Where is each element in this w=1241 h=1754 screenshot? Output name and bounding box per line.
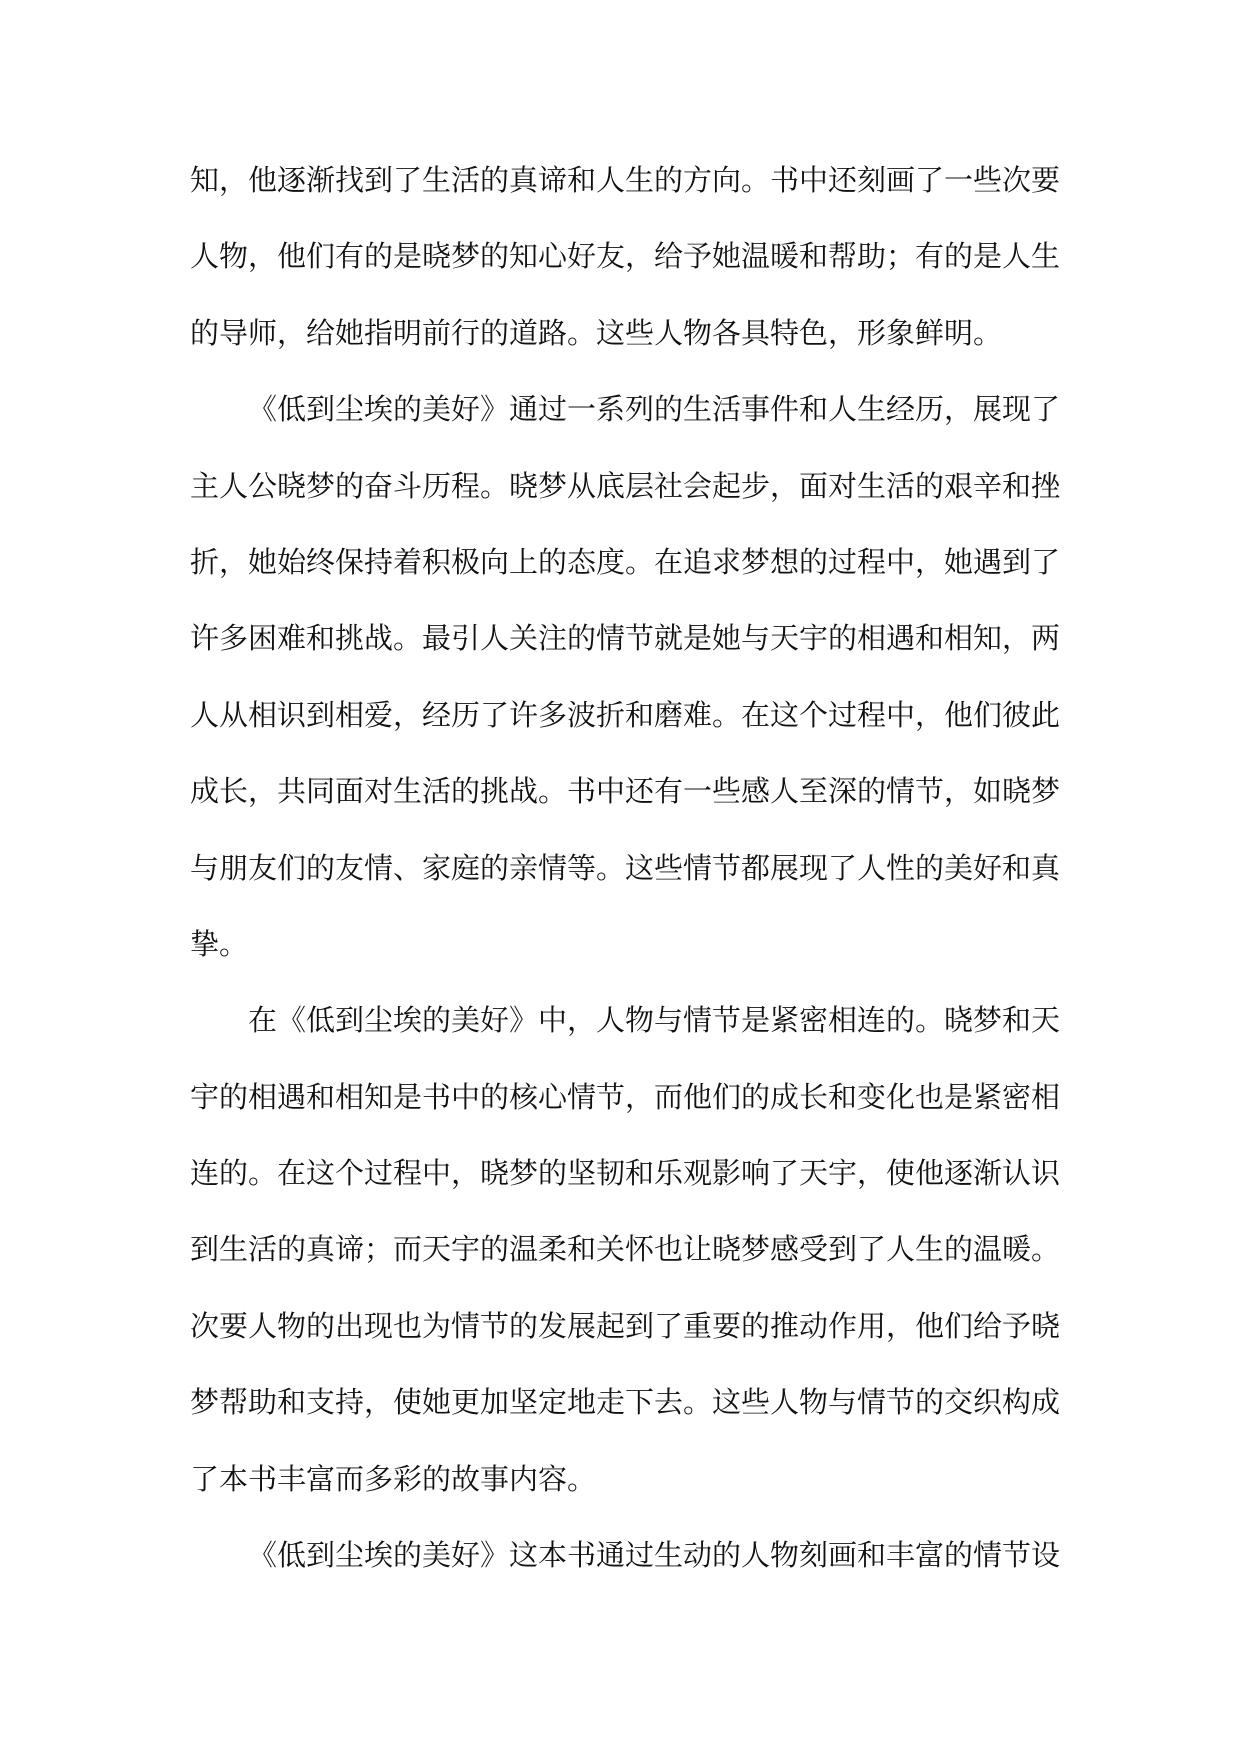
- text-line: 挚。: [190, 926, 249, 961]
- paragraph-start-line: 在《低到尘埃的美好》中，人物与情节是紧密相连的。晓梦和天: [248, 1003, 1060, 1038]
- text-line: 到生活的真谛；而天宇的温柔和关怀也让晓梦感受到了人生的温暖。: [190, 1232, 1060, 1267]
- text-line: 人从相识到相爱，经历了许多波折和磨难。在这个过程中，他们彼此: [190, 697, 1060, 732]
- text-line: 宇的相遇和相知是书中的核心情节，而他们的成长和变化也是紧密相: [190, 1079, 1060, 1114]
- text-line: 的导师，给她指明前行的道路。这些人物各具特色，形象鲜明。: [190, 315, 1003, 350]
- text-line: 主人公晓梦的奋斗历程。晓梦从底层社会起步，面对生活的艰辛和挫: [190, 468, 1060, 503]
- text-line: 梦帮助和支持，使她更加坚定地走下去。这些人物与情节的交织构成: [190, 1385, 1060, 1420]
- paragraph-start-line: 《低到尘埃的美好》通过一系列的生活事件和人生经历，展现了: [248, 392, 1060, 427]
- text-line: 知，他逐渐找到了生活的真谛和人生的方向。书中还刻画了一些次要: [190, 163, 1060, 197]
- text-line: 成长，共同面对生活的挑战。书中还有一些感人至深的情节，如晓梦: [190, 774, 1060, 809]
- text-line: 与朋友们的友情、家庭的亲情等。这些情节都展现了人性的美好和真: [190, 850, 1060, 885]
- text-line: 了本书丰富而多彩的故事内容。: [190, 1461, 597, 1496]
- body-text: [190, 142, 1060, 1593]
- text-line: 次要人物的出现也为情节的发展起到了重要的推动作用，他们给予晓: [190, 1308, 1060, 1343]
- text-line: 折，她始终保持着积极向上的态度。在追求梦想的过程中，她遇到了: [190, 544, 1060, 579]
- text-line: 许多困难和挑战。最引人关注的情节就是她与天宇的相遇和相知，两: [190, 621, 1060, 656]
- text-line: 连的。在这个过程中，晓梦的坚韧和乐观影响了天宇，使他逐渐认识: [190, 1156, 1060, 1191]
- text-line: 人物，他们有的是晓梦的知心好友，给予她温暖和帮助；有的是人生: [190, 239, 1060, 274]
- paragraph-start-line: 《低到尘埃的美好》这本书通过生动的人物刻画和丰富的情节设: [248, 1538, 1060, 1573]
